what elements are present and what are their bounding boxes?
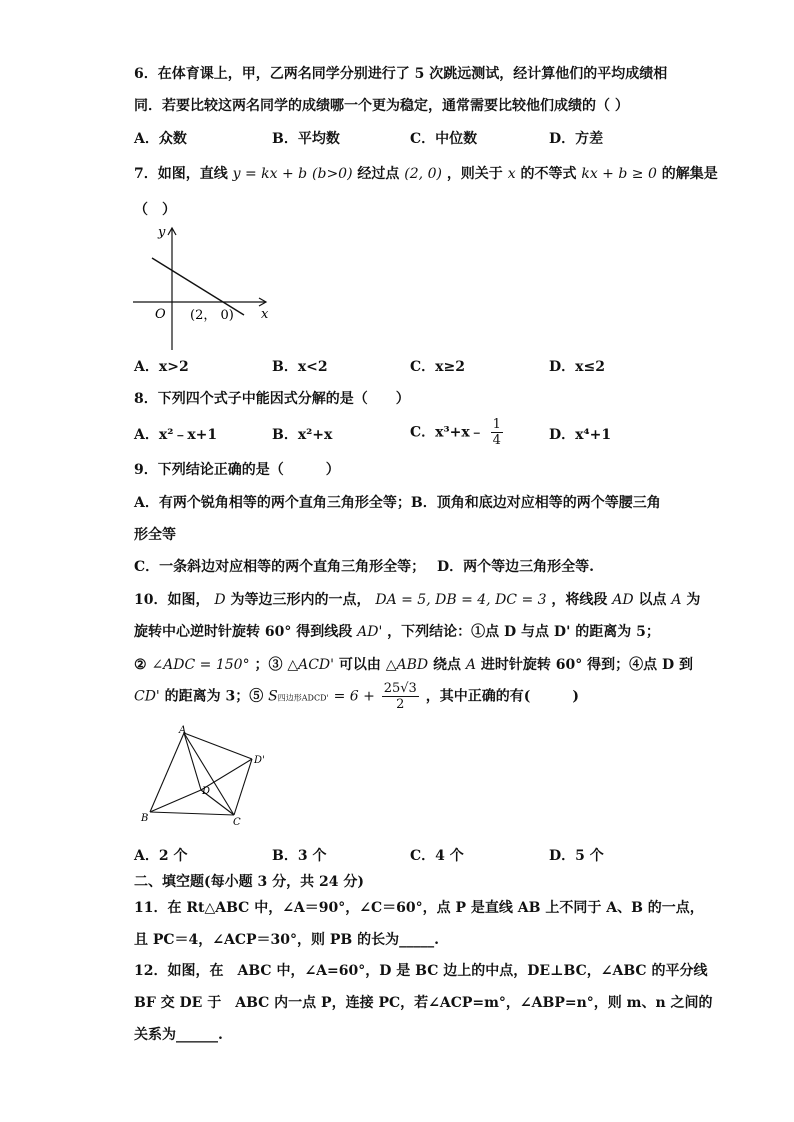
q10-option-b: B．3 个: [272, 848, 327, 864]
q7-option-c: C．x≥2: [410, 359, 465, 375]
q10-l4-s: S: [268, 688, 278, 705]
q10-edge-bc: [150, 812, 234, 815]
q6-option-c: C．中位数: [410, 131, 478, 147]
q10-line-3: [134, 655, 693, 675]
q10-l2-adp: AD': [357, 624, 383, 640]
q10-l3-a-point: A: [465, 657, 477, 673]
q7-condition: (b>0): [312, 166, 353, 182]
q7-graph: [128, 220, 278, 355]
q10-line-1: [134, 590, 700, 610]
q10-frac-num: 25√3: [383, 681, 417, 696]
q8-frac-num: 1: [492, 417, 501, 432]
q7-equation: y = kx + b: [232, 166, 308, 182]
q6-option-d: D．方差: [549, 131, 604, 147]
q7-paren: （ ）: [134, 202, 176, 218]
q10-label-b: B: [141, 813, 149, 824]
q10-line-4: [134, 681, 579, 712]
q6-option-b: B．平均数: [272, 131, 340, 147]
q10-l3-angle: ∠ADC = 150°: [151, 657, 250, 673]
q10-option-c: C．4 个: [410, 848, 464, 864]
q7-mid2: ，则关于: [446, 166, 503, 182]
q10-edge-ab: [150, 733, 184, 812]
q10-l1-a: 10．如图，: [134, 592, 210, 608]
q7-point: (2, 0): [404, 166, 442, 182]
q7-option-a: A．x>2: [134, 359, 189, 375]
q10-l4-end: ，其中正确的有( ): [425, 688, 579, 705]
q7-inequality: kx + b ≥ 0: [581, 166, 657, 182]
q7-mid: 经过点: [357, 166, 400, 182]
q7-mid3: 的不等式: [520, 166, 577, 182]
q10-l1-i: 为: [686, 592, 701, 608]
q7-option-b: B．x<2: [272, 359, 328, 375]
q7-option-d: D．x≤2: [549, 359, 605, 375]
q10-l1-c: 为等边三形内的一点，: [230, 592, 371, 608]
q8-frac-den: 4: [492, 433, 501, 448]
q10-l1-a-point: A: [671, 592, 682, 608]
q9-line-3: C．一条斜边对应相等的两个直角三角形全等； D．两个等边三角形全等.: [134, 559, 595, 575]
q10-l4-cdp: CD': [134, 688, 160, 705]
q10-l1-ad: AD: [612, 592, 634, 608]
q7-y-label: y: [158, 225, 166, 240]
q7-x-label: x: [261, 307, 269, 322]
q6-line-2: 同．若要比较这两名同学的成绩哪一个更为稳定，通常需要比较他们成绩的（ ）: [134, 98, 629, 114]
section-2-heading: 二、填空题(每小题 3 分，共 24 分): [134, 874, 364, 890]
q9-line-2: 形全等: [134, 527, 176, 543]
q9-stem: 9．下列结论正确的是（ ）: [134, 462, 340, 478]
q10-l1-lengths: DA = 5, DB = 4, DC = 3: [375, 592, 547, 608]
q7-suffix: 的解集是: [661, 166, 718, 182]
q10-edge-cdp: [234, 759, 252, 815]
q7-var: x: [507, 166, 516, 182]
q6-line-1: 6．在体育课上，甲，乙两名同学分别进行了 5 次跳远测试，经计算他们的平均成绩相: [134, 66, 668, 82]
q10-figure: [135, 724, 275, 830]
q6-option-a: A．众数: [134, 131, 187, 147]
q10-label-a: A: [179, 725, 187, 736]
q10-l3-g: 绕点: [433, 657, 462, 673]
q10-label-d: D: [202, 786, 211, 797]
q12-line-1: 12．如图，在 ABC 中，∠A=60°，D 是 BC 边上的中点，DE⊥BC，∠ABC 的平分线: [134, 963, 708, 979]
q10-l4-eq: = 6 +: [333, 688, 375, 705]
q8-option-c-expr: C．x³+x﹣: [410, 424, 484, 441]
q10-l2-c: ，下列结论：①点 D 与点 D' 的距离为 5；: [387, 624, 660, 640]
q12-line-3: 关系为______.: [134, 1027, 223, 1043]
q10-l4-sub: 四边形ADCD': [277, 693, 329, 703]
q10-l2-a: 旋转中心逆时针旋转 60° 得到线段: [134, 624, 353, 640]
q8-stem: 8．下列四个式子中能因式分解的是（ ）: [134, 391, 410, 407]
q8-option-a: A．x²﹣x+1: [134, 427, 218, 443]
q10-l3-c: ；③: [254, 657, 283, 673]
q10-l1-g: 以点: [638, 592, 667, 608]
q11-line-2: 且 PC＝4，∠ACP＝30°，则 PB 的长为_____.: [134, 932, 440, 948]
q10-edge-adp: [184, 733, 252, 759]
q10-line-2: [134, 622, 660, 642]
q10-option-d: D．5 个: [549, 848, 604, 864]
q11-line-1: 11．在 Rt△ABC 中，∠A＝90°，∠C＝60°，点 P 是直线 AB 上不同于 A、B 的一点，: [134, 900, 704, 916]
q10-l3-a: ②: [134, 657, 147, 673]
q7-stem: [134, 164, 718, 184]
q10-l3-i: 进时针旋转 60° 得到；④点 D 到: [480, 657, 694, 673]
q12-line-2: BF 交 DE 于 ABC 内一点 P，连接 PC，若∠ACP=m°，∠ABP=n°，则 m、n 之间的: [134, 995, 713, 1011]
q10-l3-tri1: △ACD': [287, 657, 334, 673]
q8-option-d: D．x⁴+1: [549, 427, 612, 443]
q10-label-dp: D': [254, 755, 265, 766]
q8-option-c: [410, 417, 505, 448]
q10-l3-tri2: △ABD: [385, 657, 429, 673]
q8-option-b: B．x²+x: [272, 427, 333, 443]
q7-line: [152, 258, 244, 315]
q10-frac-den: 2: [396, 697, 405, 712]
q10-label-c: C: [233, 817, 241, 828]
q8-fraction: [491, 417, 503, 448]
q10-l1-e: ，将线段: [551, 592, 608, 608]
q9-line-1: A．有两个锐角相等的两个直角三角形全等；B．顶角和底边对应相等的两个等腰三角: [134, 495, 661, 511]
q7-origin-label: O: [155, 307, 166, 322]
q7-point-label: (2， 0): [190, 308, 234, 323]
q10-fraction: [382, 681, 419, 712]
q10-edge-ad: [184, 733, 201, 790]
q10-l1-d: D: [214, 592, 226, 608]
q7-prefix: 7．如图，直线: [134, 166, 228, 182]
q10-option-a: A．2 个: [134, 848, 188, 864]
q10-l4-b: 的距离为 3；⑤: [164, 688, 264, 705]
q10-l3-e: 可以由: [338, 657, 381, 673]
